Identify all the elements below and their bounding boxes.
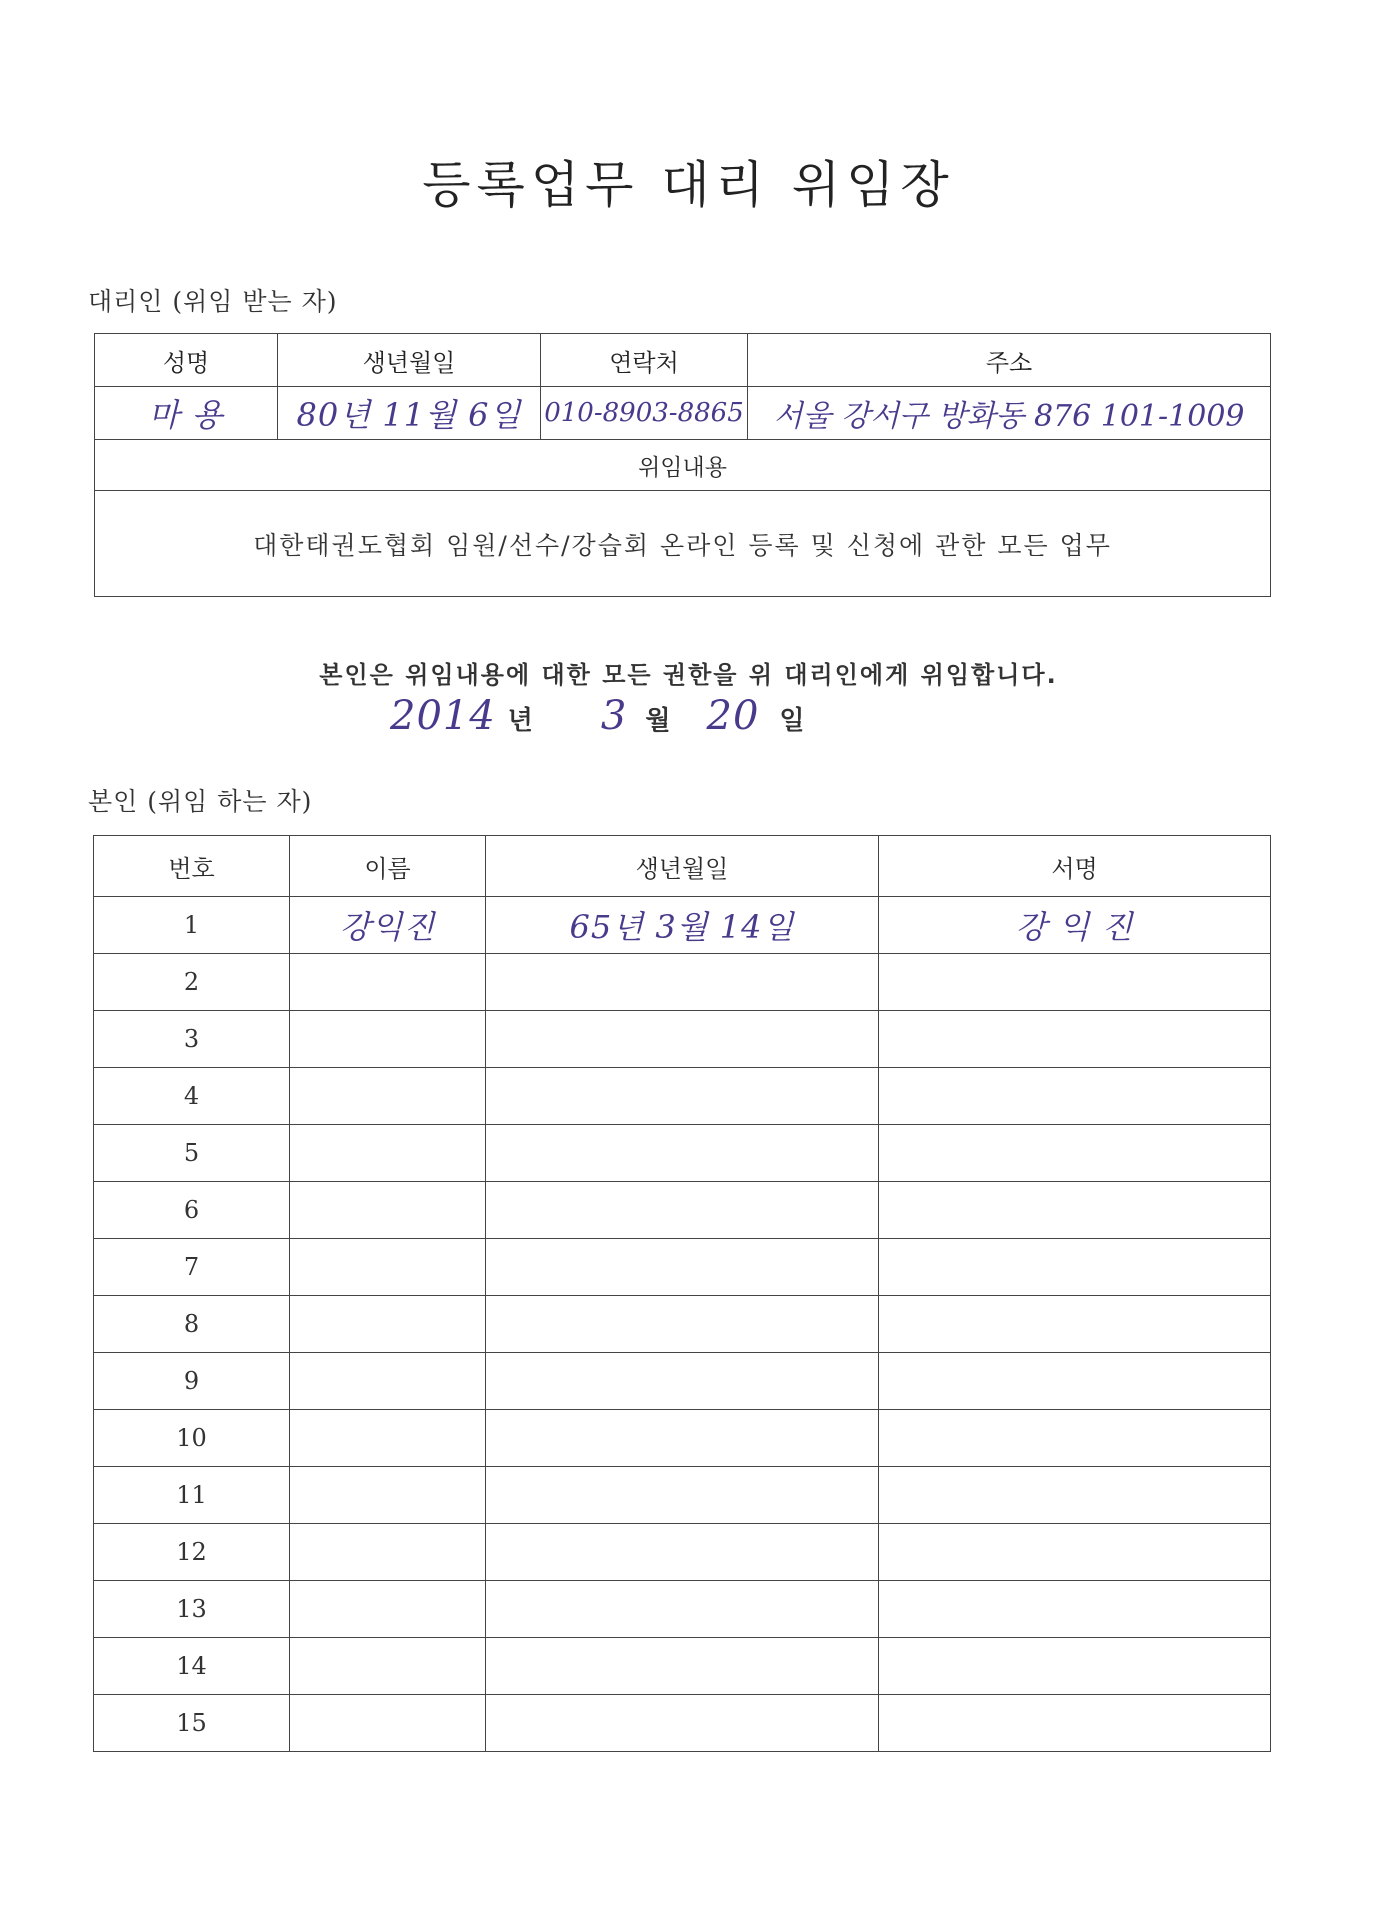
- row-birth-cell[interactable]: [486, 1467, 879, 1524]
- row-name-value: 강익진: [339, 908, 436, 946]
- proxy-contact-header: 연락처: [541, 334, 748, 387]
- row-number: [94, 954, 290, 1011]
- row-number: [94, 1467, 290, 1524]
- principal-section-label: 본인 (위임 하는 자): [88, 787, 313, 816]
- row-number: [94, 1638, 290, 1695]
- row-number-value: 15: [176, 1709, 207, 1737]
- table-row: [94, 1467, 1271, 1524]
- row-birth-cell[interactable]: [486, 1410, 879, 1467]
- row-name-cell[interactable]: [290, 1353, 486, 1410]
- row-birth-cell[interactable]: [486, 1011, 879, 1068]
- date-day-label: 일: [779, 706, 805, 736]
- row-signature-cell[interactable]: [879, 1068, 1271, 1125]
- row-number-value: 8: [183, 1310, 200, 1338]
- row-birth-cell[interactable]: [486, 1239, 879, 1296]
- date-year[interactable]: 2014: [390, 693, 496, 739]
- row-number-value: 13: [176, 1595, 207, 1623]
- row-name-cell[interactable]: [290, 1182, 486, 1239]
- row-name-cell[interactable]: [290, 954, 486, 1011]
- table-row: [94, 1068, 1271, 1125]
- date-day[interactable]: 20: [706, 693, 760, 739]
- table-row: [94, 1011, 1271, 1068]
- row-birth-cell[interactable]: [486, 1524, 879, 1581]
- proxy-section-label: 대리인 (위임 받는 자): [88, 287, 338, 316]
- proxy-header-row: [95, 334, 1271, 387]
- table-row: [94, 1182, 1271, 1239]
- row-signature-cell[interactable]: [879, 1182, 1271, 1239]
- row-signature-cell[interactable]: [879, 1296, 1271, 1353]
- row-name-cell[interactable]: [290, 1524, 486, 1581]
- row-name-cell[interactable]: [290, 1011, 486, 1068]
- principal-table: [93, 835, 1271, 1752]
- row-birth-cell[interactable]: [486, 1581, 879, 1638]
- row-signature-cell[interactable]: [879, 1125, 1271, 1182]
- delegation-statement: 본인은 위임내용에 대한 모든 권한을 위 대리인에게 위임합니다.: [319, 661, 1058, 689]
- row-name-cell[interactable]: [290, 1239, 486, 1296]
- row-name-cell[interactable]: [290, 1125, 486, 1182]
- date-month[interactable]: 3: [600, 693, 628, 739]
- row-number-value: 12: [176, 1538, 207, 1566]
- row-number-value: 5: [183, 1139, 200, 1167]
- row-birth-cell[interactable]: [486, 1182, 879, 1239]
- principal-name-header: 이름: [290, 836, 486, 897]
- date-month-label: 월: [645, 706, 671, 736]
- delegation-header-row: [95, 440, 1271, 491]
- proxy-birth-cell[interactable]: [278, 387, 541, 440]
- row-number-value: 11: [176, 1481, 207, 1509]
- row-name-cell[interactable]: [290, 1695, 486, 1752]
- proxy-birth-value: 80년 11월 6일: [296, 396, 522, 434]
- row-signature-cell[interactable]: [879, 897, 1271, 954]
- row-number: [94, 1296, 290, 1353]
- row-number-value: 3: [183, 1025, 200, 1053]
- proxy-contact-value: 010-8903-8865: [544, 398, 744, 428]
- row-birth-cell[interactable]: [486, 1068, 879, 1125]
- row-number: [94, 1695, 290, 1752]
- row-name-cell[interactable]: [290, 1410, 486, 1467]
- row-number: [94, 1068, 290, 1125]
- row-number: [94, 1524, 290, 1581]
- delegation-header: 위임내용: [95, 440, 1271, 491]
- row-birth-cell[interactable]: [486, 1296, 879, 1353]
- proxy-address-value: 서울 강서구 방화동 876 101-1009: [773, 399, 1245, 434]
- row-birth-cell[interactable]: [486, 954, 879, 1011]
- document-title: 등록업무 대리 위임장: [422, 156, 955, 214]
- table-row: [94, 1296, 1271, 1353]
- row-number-value: 10: [176, 1424, 207, 1452]
- row-number-value: 6: [183, 1196, 200, 1224]
- table-row: [94, 1638, 1271, 1695]
- proxy-table: [94, 333, 1271, 597]
- row-name-cell[interactable]: [290, 897, 486, 954]
- row-number: [94, 1410, 290, 1467]
- table-row: [94, 897, 1271, 954]
- row-name-cell[interactable]: [290, 1296, 486, 1353]
- row-number: [94, 1182, 290, 1239]
- date-line: [390, 693, 805, 743]
- row-number: [94, 1353, 290, 1410]
- row-birth-cell[interactable]: [486, 1353, 879, 1410]
- table-row: [94, 954, 1271, 1011]
- proxy-address-header: 주소: [748, 334, 1271, 387]
- principal-birth-header: 생년월일: [486, 836, 879, 897]
- row-name-cell[interactable]: [290, 1467, 486, 1524]
- principal-rows: [94, 897, 1271, 1752]
- row-signature-cell[interactable]: [879, 1695, 1271, 1752]
- row-signature-cell[interactable]: [879, 1638, 1271, 1695]
- row-birth-cell[interactable]: [486, 1695, 879, 1752]
- row-number: [94, 1125, 290, 1182]
- row-number: [94, 1239, 290, 1296]
- row-signature-cell[interactable]: [879, 954, 1271, 1011]
- row-name-cell[interactable]: [290, 1638, 486, 1695]
- delegation-content: 대한태권도협회 임원/선수/강습회 온라인 등록 및 신청에 관한 모든 업무: [95, 491, 1271, 597]
- table-row: [94, 1581, 1271, 1638]
- row-birth-cell[interactable]: [486, 897, 879, 954]
- row-number: [94, 897, 290, 954]
- table-row: [94, 1125, 1271, 1182]
- table-row: [94, 1353, 1271, 1410]
- row-signature-cell[interactable]: [879, 1524, 1271, 1581]
- table-row: [94, 1239, 1271, 1296]
- row-number-value: 4: [183, 1082, 200, 1110]
- row-signature-cell[interactable]: [879, 1011, 1271, 1068]
- row-birth-value: 65년 3월 14일: [569, 908, 795, 946]
- table-row: [94, 1695, 1271, 1752]
- proxy-address-cell[interactable]: [748, 387, 1271, 440]
- row-signature-cell[interactable]: [879, 1410, 1271, 1467]
- row-signature-value: 강 익 진: [1015, 908, 1134, 946]
- proxy-value-row: [95, 387, 1271, 440]
- row-signature-cell[interactable]: [879, 1353, 1271, 1410]
- proxy-name-header: 성명: [95, 334, 278, 387]
- table-row: [94, 1524, 1271, 1581]
- principal-number-header: 번호: [94, 836, 290, 897]
- proxy-name-cell[interactable]: [95, 387, 278, 440]
- row-number: [94, 1581, 290, 1638]
- proxy-name-value: 마 용: [148, 396, 224, 434]
- table-row: [94, 1410, 1271, 1467]
- principal-header-row: [94, 836, 1271, 897]
- row-number-value: 2: [183, 968, 200, 996]
- row-name-cell[interactable]: [290, 1068, 486, 1125]
- row-number-value: 14: [176, 1652, 207, 1680]
- row-birth-cell[interactable]: [486, 1638, 879, 1695]
- proxy-birth-header: 생년월일: [278, 334, 541, 387]
- row-number-value: 7: [183, 1253, 200, 1281]
- delegation-content-row: [95, 491, 1271, 597]
- row-signature-cell[interactable]: [879, 1581, 1271, 1638]
- proxy-contact-cell[interactable]: [541, 387, 748, 440]
- date-year-label: 년: [507, 706, 533, 736]
- principal-signature-header: 서명: [879, 836, 1271, 897]
- row-name-cell[interactable]: [290, 1581, 486, 1638]
- row-number-value: 9: [183, 1367, 200, 1395]
- row-signature-cell[interactable]: [879, 1467, 1271, 1524]
- row-signature-cell[interactable]: [879, 1239, 1271, 1296]
- row-birth-cell[interactable]: [486, 1125, 879, 1182]
- row-number-value: 1: [183, 911, 200, 939]
- row-number: [94, 1011, 290, 1068]
